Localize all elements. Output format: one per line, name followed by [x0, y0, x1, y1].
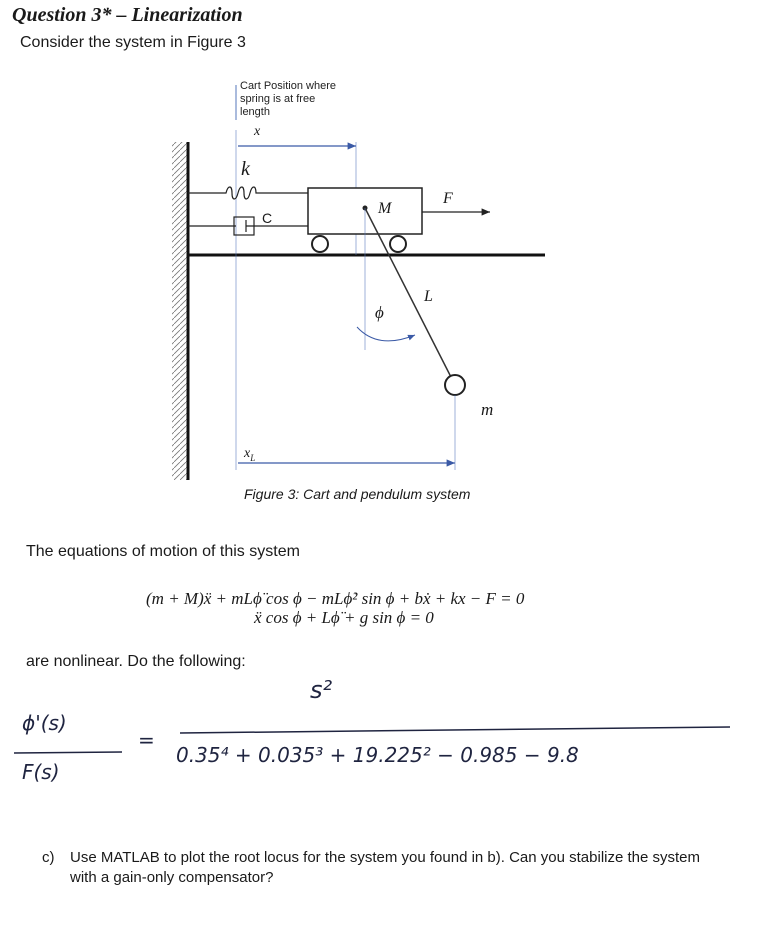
- part-c-text: Use MATLAB to plot the root locus for the system you found in b). Can you stabilize the system with a gain-only compensator?: [70, 849, 701, 886]
- hand-numerator: s²: [310, 676, 333, 704]
- xL-main: x: [244, 446, 251, 461]
- figure-caption: Figure 3: Cart and pendulum system: [244, 486, 471, 502]
- equation-1: (m + M)ẍ + mLϕ̈ cos ϕ − mLϕ̇² sin ϕ + bẋ + kx − F = 0: [146, 589, 525, 608]
- phi-arc: [357, 327, 415, 341]
- cart-wheel-right: [390, 236, 406, 252]
- part-c: [42, 848, 710, 888]
- note-line-2: spring is at free: [240, 93, 316, 105]
- wall-hatch: [172, 142, 188, 480]
- lhs-fraction-bar: [14, 752, 122, 753]
- question-intro: Consider the system in Figure 3: [20, 34, 246, 51]
- equation-2: ẍ cos ϕ + Lϕ̈ + g sin ϕ = 0: [254, 608, 434, 627]
- L-label: L: [424, 288, 433, 305]
- x-label: x: [254, 124, 261, 139]
- m-label: m: [481, 400, 494, 419]
- hand-lhs-denominator: F(s): [22, 760, 60, 784]
- free-length-note: [240, 80, 336, 119]
- k-label: k: [241, 158, 250, 180]
- equations-lead: The equations of motion of this system: [26, 543, 300, 560]
- M-label: M: [378, 200, 392, 217]
- F-label: F: [443, 190, 453, 207]
- hand-equals: =: [138, 728, 155, 752]
- xL-subscript: L: [250, 452, 256, 463]
- phi-label: ϕ: [375, 303, 384, 322]
- part-c-label: c): [42, 849, 55, 866]
- c-label: C: [262, 210, 273, 226]
- note-line-1: Cart Position where: [240, 80, 336, 92]
- xL-label: [244, 446, 255, 463]
- spring: [188, 187, 308, 199]
- hand-lhs-numerator: ϕ'(s): [22, 711, 67, 735]
- rhs-fraction-bar: [180, 727, 730, 733]
- equations-tail: are nonlinear. Do the following:: [26, 653, 246, 670]
- question-title: Question 3* – Linearization: [12, 4, 243, 26]
- hand-denominator: 0.35⁴ + 0.035³ + 19.225² − 0.985 − 9.8: [176, 743, 579, 767]
- note-line-3: length: [240, 106, 270, 118]
- pendulum-bob: [445, 375, 465, 395]
- cart-wheel-left: [312, 236, 328, 252]
